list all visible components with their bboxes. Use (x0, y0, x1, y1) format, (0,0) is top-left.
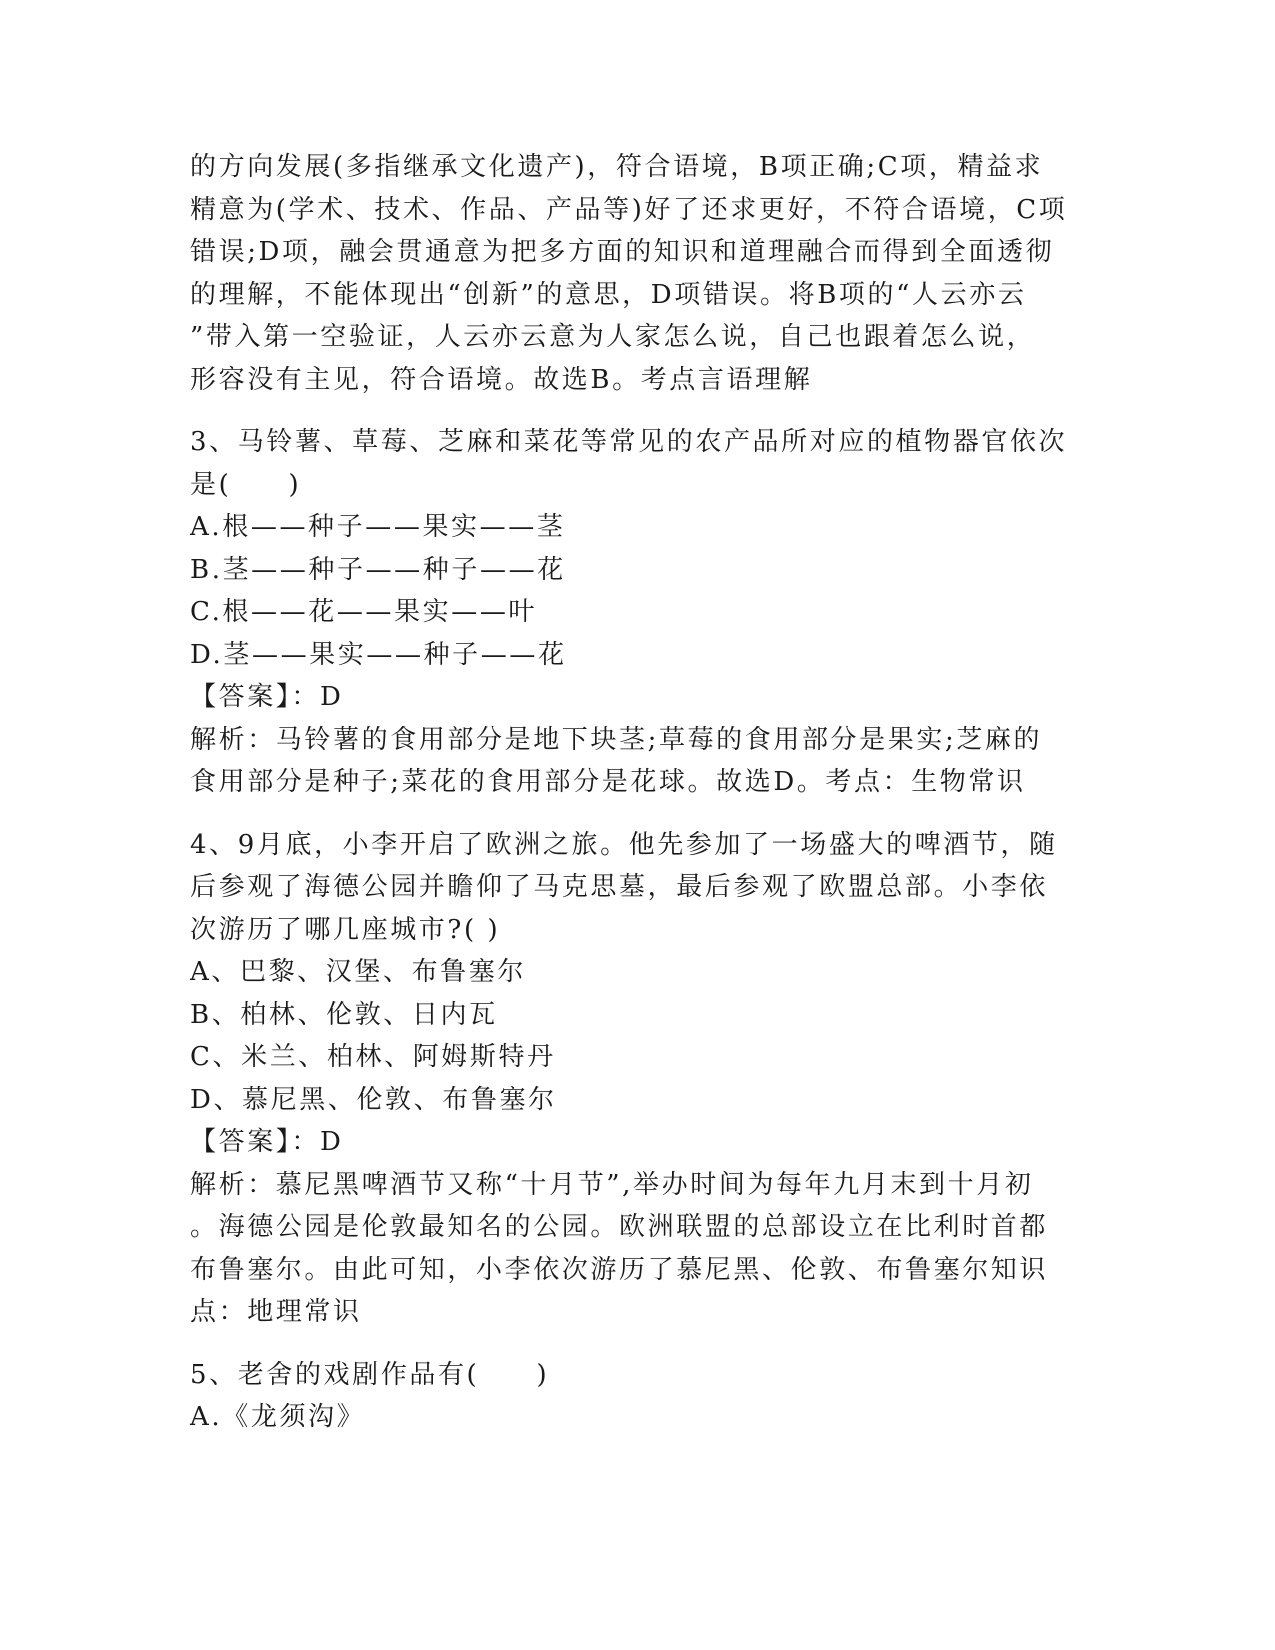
question-3 (190, 421, 1090, 804)
analysis-line: 。海德公园是伦敦最知名的公园。欧洲联盟的总部设立在比利时首都 (190, 1212, 1049, 1242)
option-c: C.根——花——果实——叶 (190, 597, 538, 627)
spacer (190, 804, 1090, 824)
text-line: 的理解，不能体现出“创新”的意思，D项错误。将B项的“人云亦云 (190, 279, 1027, 310)
question-text: 后参观了海德公园并瞻仰了马克思墓，最后参观了欧盟总部。小李依 (190, 872, 1049, 902)
question-text: 5、老舍的戏剧作品有( ) (190, 1359, 550, 1390)
analysis-line: 食用部分是种子;菜花的食用部分是花球。故选D。考点：生物常识 (190, 767, 1026, 797)
option-c: C、米兰、柏林、阿姆斯特丹 (190, 1042, 556, 1072)
question-text: 次游历了哪几座城市?( ) (190, 914, 501, 945)
question-text: 3、马铃薯、草莓、芝麻和菜花等常见的农产品所对应的植物器官依次 (190, 427, 1068, 457)
option-d: D、慕尼黑、伦敦、布鲁塞尔 (190, 1084, 557, 1115)
option-a: A.根——种子——果实——茎 (190, 512, 566, 542)
question-5 (190, 1354, 1090, 1439)
option-b: B.茎——种子——种子——花 (190, 554, 566, 585)
document-page (190, 146, 1090, 1439)
intro-analysis (190, 146, 1090, 401)
text-line: ”带入第一空验证，人云亦云意为人家怎么说，自己也跟着怎么说， (190, 322, 1036, 352)
option-a: A、巴黎、汉堡、布鲁塞尔 (190, 957, 526, 987)
question-text: 4、9月底，小李开启了欧洲之旅。他先参加了一场盛大的啤酒节，随 (190, 829, 1058, 860)
option-d: D.茎——果实——种子——花 (190, 639, 567, 670)
question-4 (190, 824, 1090, 1334)
analysis-line: 解析：慕尼黑啤酒节又称“十月节”,举办时间为每年九月末到十月初 (190, 1169, 1034, 1200)
option-b: B、柏林、伦敦、日内瓦 (190, 999, 498, 1030)
analysis-line: 布鲁塞尔。由此可知，小李依次游历了慕尼黑、伦敦、布鲁塞尔知识 (190, 1254, 1049, 1285)
spacer (190, 401, 1090, 421)
analysis-line: 点：地理常识 (190, 1297, 362, 1327)
text-line: 精意为(学术、技术、作品、产品等)好了还求更好，不符合语境，C项 (190, 194, 1068, 225)
text-line: 形容没有主见，符合语境。故选B。考点言语理解 (190, 364, 813, 395)
option-a: A.《龙须沟》 (190, 1402, 366, 1432)
spacer (190, 1334, 1090, 1354)
question-text: 是( ) (190, 469, 302, 500)
answer-line: 【答案】：D (190, 682, 344, 712)
answer-line: 【答案】：D (190, 1127, 344, 1157)
analysis-line: 解析：马铃薯的食用部分是地下块茎;草莓的食用部分是果实;芝麻的 (190, 724, 1043, 755)
text-line: 错误;D项，融会贯通意为把多方面的知识和道理融合而得到全面透彻 (190, 237, 1055, 267)
text-line: 的方向发展(多指继承文化遗产)，符合语境，B项正确;C项，精益求 (190, 152, 1044, 182)
